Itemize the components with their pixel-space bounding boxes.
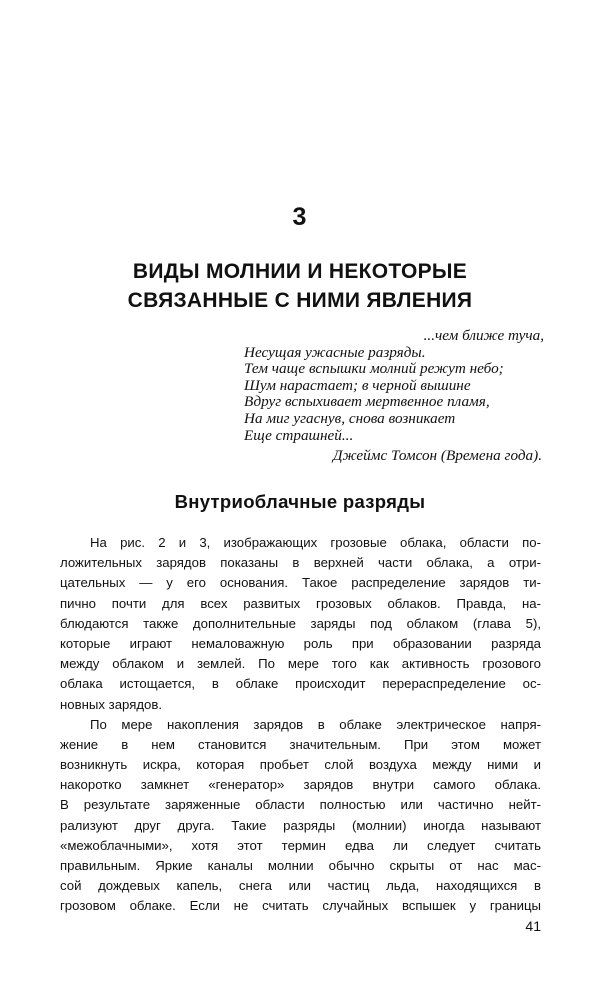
epigraph-line: Шум нарастает; в черной вышине	[244, 376, 471, 394]
chapter-title-line: ВИДЫ МОЛНИИ И НЕКОТОРЫЕ	[132, 260, 468, 283]
epigraph-attribution: Джеймс Томсон (Времена года).	[332, 447, 542, 465]
epigraph	[244, 328, 544, 465]
body-line: рализуют друг друга. Такие разряды (молнии) иногда называют	[60, 817, 541, 833]
body-line: между облаком и землей. По мере того как активность грозового	[60, 656, 541, 672]
body-line: которые играют немаловажную роль при образовании разряда	[60, 635, 541, 651]
chapter-number: 3	[292, 203, 308, 231]
body-line: накоротко замкнет «генератор» зарядов внутри самого облака.	[60, 777, 541, 793]
body-line: грозовом облаке. Если не считать случайных вспышек у границы	[60, 898, 541, 914]
chapter-title-line: СВЯЗАННЫЕ С НИМИ ЯВЛЕНИЯ	[127, 289, 473, 312]
page-number: 41	[525, 918, 541, 934]
epigraph-line: Вдруг вспыхивает мертвенное пламя,	[244, 393, 490, 411]
body-line: «межоблачными», хотя этот термин едва ли следует считать	[60, 837, 541, 853]
body-line: цательных — у его основания. Такое распределение зарядов ти-	[60, 575, 541, 591]
body-line: пично почти для всех развитых грозовых облаков. Правда, на-	[60, 595, 541, 611]
chapter-title	[0, 257, 600, 315]
epigraph-line: ...чем ближе туча,	[423, 327, 544, 344]
epigraph-line: Тем чаще вспышки молний режут небо;	[244, 360, 504, 378]
body-line: облака истощается, в облаке происходит перераспределение ос-	[60, 676, 541, 692]
body-line: новных зарядов.	[60, 696, 163, 712]
body-line: ложительных зарядов показаны в верхней части облака, а отри-	[60, 555, 541, 571]
body-line: В результате заряженные области полностью или частично нейт-	[60, 797, 541, 813]
body-line: На рис. 2 и 3, изображающих грозовые облака, области по-	[90, 535, 541, 550]
body-line: По мере накопления зарядов в облаке электрическое напря-	[90, 716, 541, 732]
body-text	[60, 533, 541, 917]
body-line: сой дождевых капель, снега или частиц льда, находящихся в	[60, 878, 541, 894]
body-line: жение в нем становится значительным. При этом может	[60, 736, 541, 752]
epigraph-line: Еще страшней...	[244, 426, 354, 444]
body-line: блюдаются также дополнительные заряды под облаком (глава 5),	[60, 615, 541, 631]
epigraph-line: Несущая ужасные разряды.	[244, 343, 426, 361]
epigraph-line: На миг угаснув, снова возникает	[244, 409, 456, 427]
body-line: возникнуть искра, которая пробьет слой воздуха между ними и	[60, 757, 541, 773]
body-line: правильным. Яркие каналы молнии обычно скрыты от нас мас-	[60, 858, 541, 873]
section-title: Внутриоблачные разряды	[174, 491, 426, 512]
